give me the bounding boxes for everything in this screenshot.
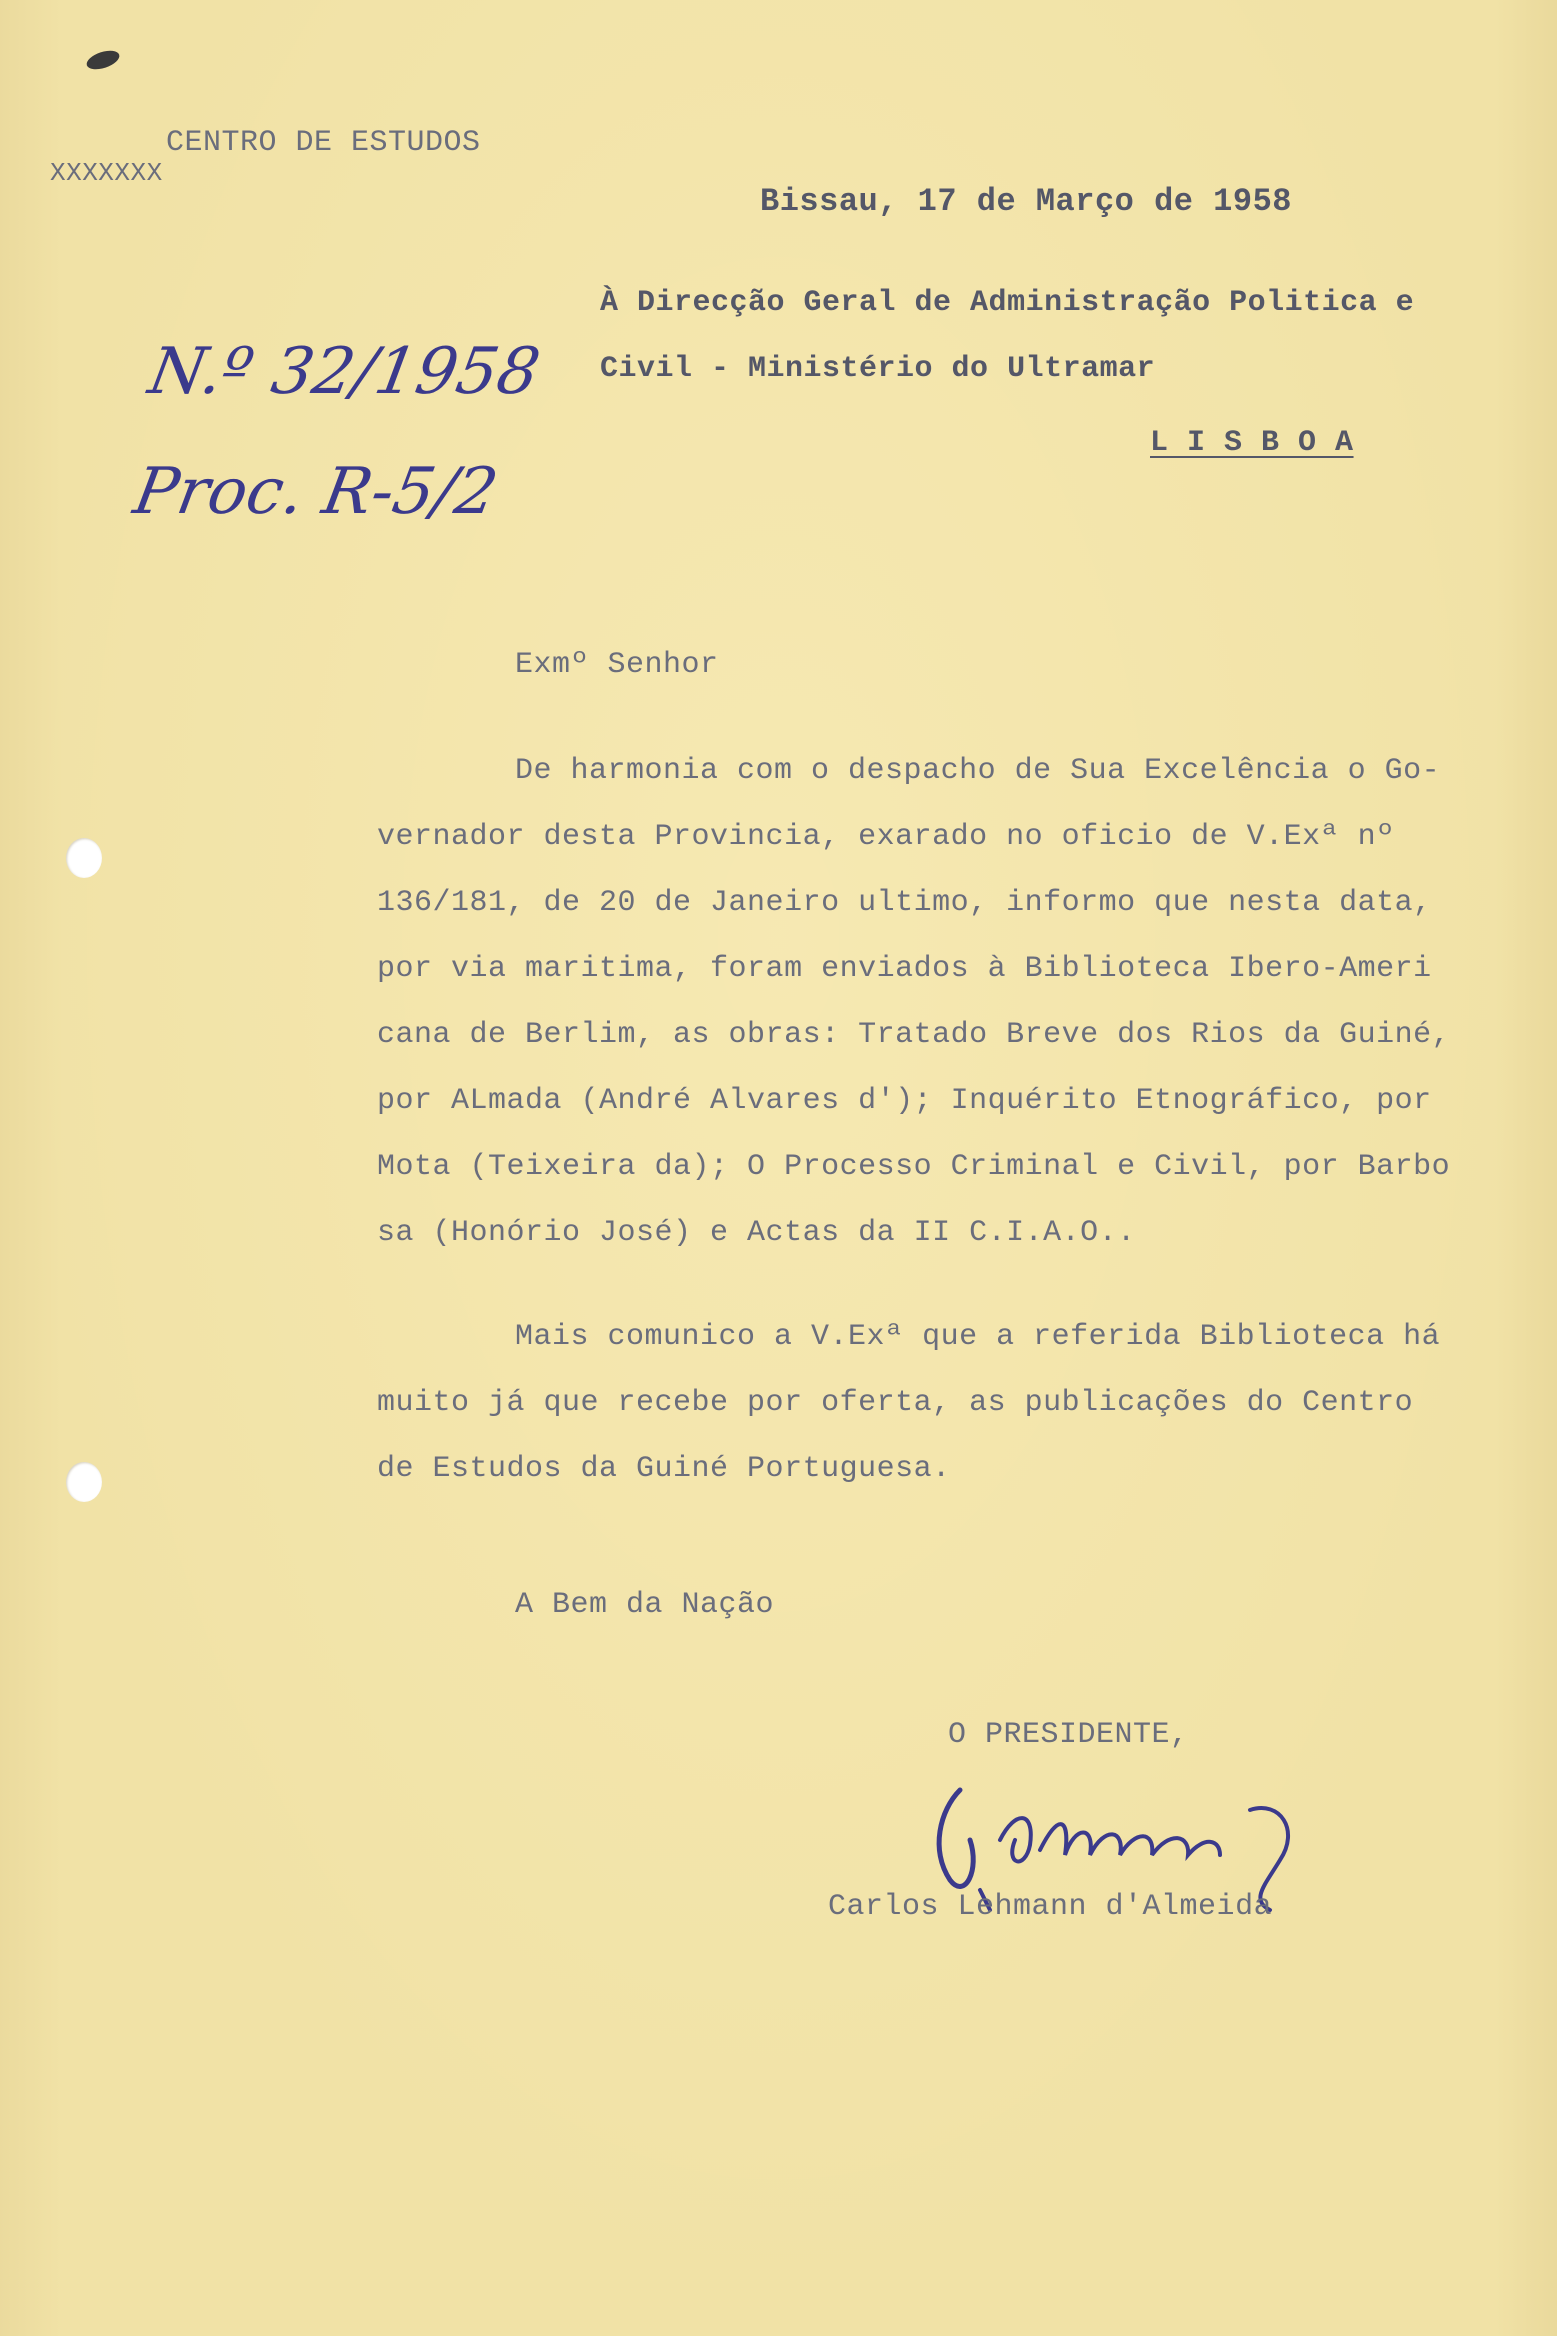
body-line: Mota (Teixeira da); O Processo Criminal e Civil, por Barbo xyxy=(377,1150,1451,1184)
body-line: De harmonia com o despacho de Sua Excelência o Go- xyxy=(515,754,1441,788)
letterhead-struck: XXXXXXX xyxy=(50,158,163,188)
recipient-line-2: Civil - Ministério do Ultramar xyxy=(600,352,1156,386)
recipient-city: L I S B O A xyxy=(1150,426,1354,460)
punch-hole xyxy=(66,838,102,878)
signatory-name: Carlos Lehmann d'Almeida xyxy=(828,1890,1273,1924)
body-line: Mais comunico a V.Exª que a referida Biblioteca há xyxy=(515,1320,1441,1354)
closing: A Bem da Nação xyxy=(515,1588,775,1622)
date-line: Bissau, 17 de Março de 1958 xyxy=(760,183,1292,220)
body-line: de Estudos da Guiné Portuguesa. xyxy=(377,1452,951,1486)
recipient-line-1: À Direcção Geral de Administração Politica e xyxy=(600,286,1415,320)
letterhead-org: CENTRO DE ESTUDOS xyxy=(166,126,481,160)
body-line: por ALmada (André Alvares d'); Inquérito Etnográfico, por xyxy=(377,1084,1432,1118)
ink-smudge xyxy=(84,47,121,73)
body-line: vernador desta Provincia, exarado no oficio de V.Exª nº xyxy=(377,820,1395,854)
handwritten-process: Proc. R-5/2 xyxy=(128,455,504,529)
salutation: Exmº Senhor xyxy=(515,648,719,682)
body-line: cana de Berlim, as obras: Tratado Breve dos Rios da Guiné, xyxy=(377,1018,1451,1052)
body-line: muito já que recebe por oferta, as publicações do Centro xyxy=(377,1386,1414,1420)
body-line: por via maritima, foram enviados à Biblioteca Ibero-Ameri xyxy=(377,952,1432,986)
handwritten-number: N.º 32/1958 xyxy=(143,335,546,409)
body-line: 136/181, de 20 de Janeiro ultimo, informo que nesta data, xyxy=(377,886,1432,920)
body-line: sa (Honório José) e Actas da II C.I.A.O.. xyxy=(377,1216,1136,1250)
punch-hole xyxy=(66,1462,102,1502)
signatory-title: O PRESIDENTE, xyxy=(948,1718,1189,1752)
